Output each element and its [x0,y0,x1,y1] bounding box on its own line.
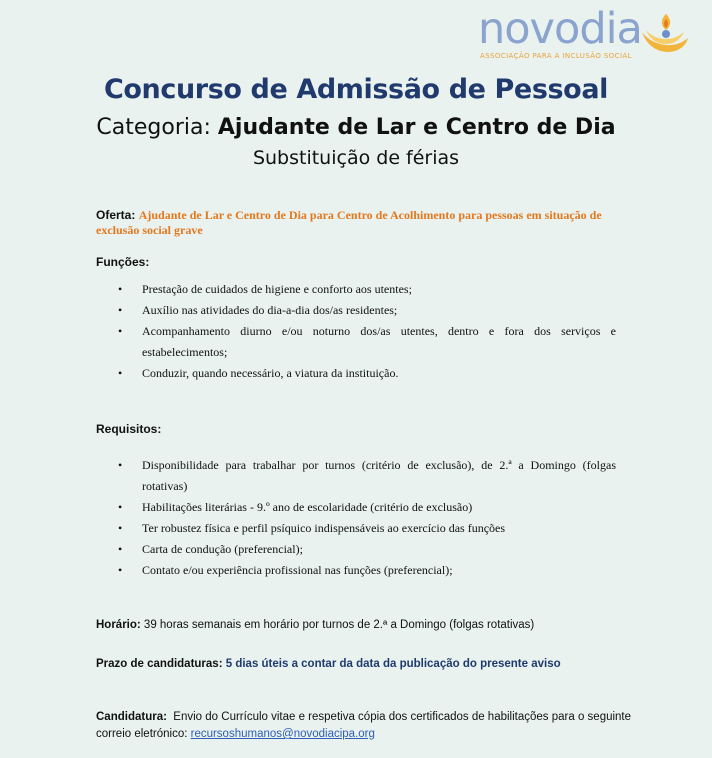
horario-label: Horário: [96,619,141,631]
list-item: • Conduzir, quando necessário, a viatura da instituição. [96,363,616,384]
subtitle: Substituição de férias [252,147,460,169]
oferta-paragraph [96,208,636,238]
list-item: • Habilitações literárias - 9.º ano de escolaridade (critério de exclusão) [96,497,616,518]
oferta-value: Ajudante de Lar e Centro de Dia para Centro de Acolhimento para pessoas em situação de exclusão social grave [96,208,602,237]
category-line [0,115,712,140]
list-item: • Contato e/ou experiência profissional nas funções (preferencial); [96,560,616,581]
funcoes-list [96,279,616,384]
category-value: Ajudante de Lar e Centro de Dia [217,115,616,140]
horario-value: 39 horas semanais em horário por turnos de 2.ª a Domingo (folgas rotativas) [140,619,535,631]
list-item: • Ter robustez física e perfil psíquico indispensáveis ao exercício das funções [96,518,616,539]
horario-paragraph [96,617,636,634]
list-item: • Acompanhamento diurno e/ou noturno dos/as utentes, dentro e fora dos serviços e estabelecimentos; [96,321,616,363]
hands-flame-icon [636,10,692,60]
funcoes-heading: Funções: [96,255,150,269]
list-item: • Auxílio nas atividades do dia-a-dia dos/as residentes; [96,300,616,321]
requisitos-heading: Requisitos: [96,422,162,436]
novodia-logo [478,4,698,68]
prazo-value: 5 dias úteis a contar da data da publicação do presente aviso [225,658,561,670]
list-item: • Carta de condução (preferencial); [96,539,616,560]
list-item: • Disponibilidade para trabalhar por turnos (critério de exclusão), de 2.ª a Domingo (folgas rotativas) [96,455,616,497]
prazo-paragraph [96,656,636,673]
category-label: Categoria: [96,115,218,140]
email-link[interactable]: recursoshumanos@novodiacipa.org [190,728,375,740]
requisitos-list [96,455,616,581]
logo-wordmark: novodia [478,4,642,54]
logo-tagline: ASSOCIAÇÃO PARA A INCLUSÃO SOCIAL [480,52,632,60]
page-title: Concurso de Admissão de Pessoal [103,74,608,105]
prazo-label: Prazo de candidaturas: [96,658,226,670]
candidatura-text: Envio do Currículo vitae e respetiva cópia dos certificados de habilitações para o seguinte correio eletrónico: [96,711,635,740]
candidatura-paragraph [96,709,636,743]
list-item: • Prestação de cuidados de higiene e conforto aos utentes; [96,279,616,300]
candidatura-label: Candidatura: [96,711,167,723]
oferta-label: Oferta: [96,208,139,222]
